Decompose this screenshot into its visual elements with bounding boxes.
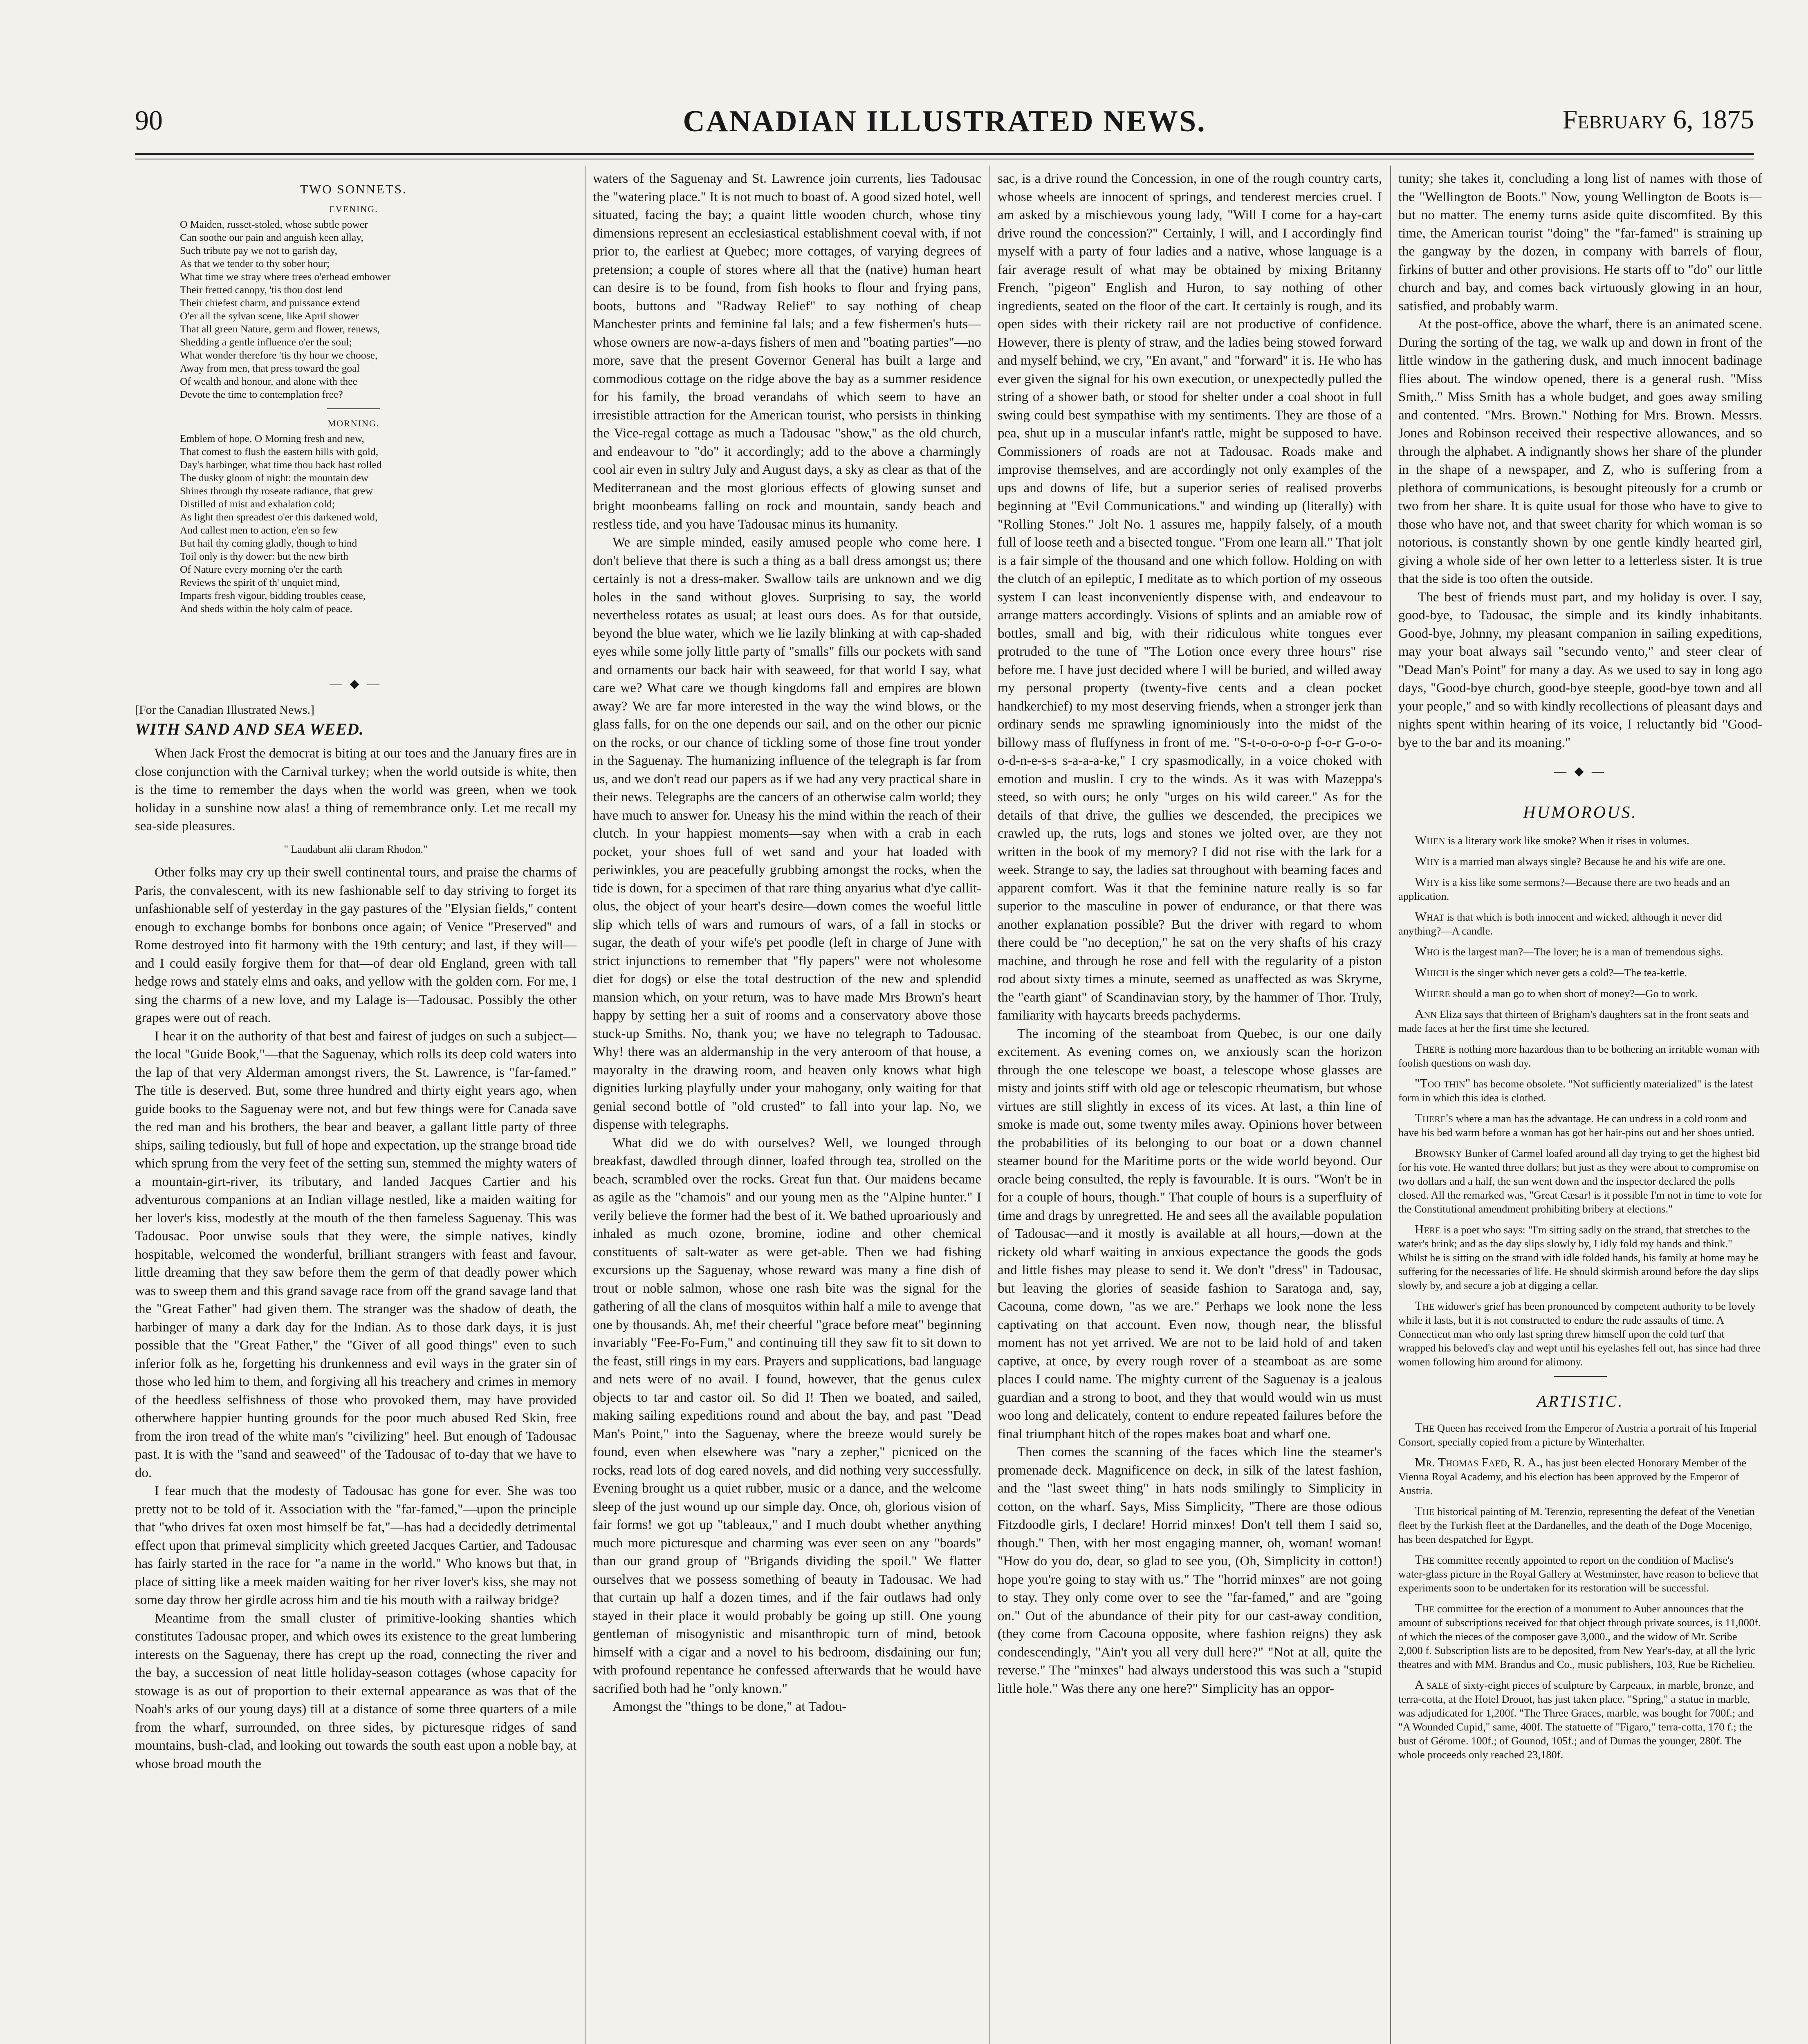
article-title: WITH SAND AND SEA WEED. bbox=[135, 720, 364, 738]
humorous-item-lead: Who bbox=[1415, 944, 1440, 958]
article-paragraph: We are simple minded, easily amused people who come here. I don't believe that there is such a thing as a ball dress amongst us; there certainly is not a dress-maker. Swallow tails are unknown and we dig holes in the sand without gloves. Surprising to say, the world nevertheless rotates as usual; at least ours does. As for that outside, beyond the blue water, which we lie lazily blinking at with cap-shaded eyes while some jolly little party of "smalls" fills our pockets with sand and ornaments our back hair with seaweed, for that world I say, what care we? What care we though kingdoms fall and empires are blown away? We are far more interested in the way the wind blows, or the glass falls, for on the one depends our sail, and on the other our picnic on the rocks, or our chance of tickling some of those fine trout yonder in the Saguenay. The humanizing influence of the telegraph is far from us, and we don't read our papers as if we had any very practical share in their news. Telegraphs are the cancers of an otherwise calm world; they have much to answer for. Uneasy his the mind within the reach of their clutch. In your happiest moments—say when with a crab in each pocket, your shoes full of wet sand and your hat loaded with periwinkles, you are peacefully grubbing amongst the rocks, when the tide is down, for a specimen of that rare thing anyarius what d'ye callit-olus, the object of your heart's desire—down comes the woeful little slip which tells of wars and rumours of wars, of a fall in stocks or sugar, the death of your wife's pet poodle (left in charge of June with strict injunctions to remember that "fly papers" were not wholesome diet for dogs) or else the total destruction of the new and splendid mansion which, on your return, was to have made Mrs Brown's heart happy by setting her a suit of rooms and a conservatory above those stuck-up Smiths. No, thank you; we have no telegraph to Tadousac. Why! there was an aldermanship in the very anteroom of that house, a mayoralty in the drawing room, and heaven only knows what high dignities lurking playfully under your mahogany, only waiting for that genial second bottle of "old crusted" to fall into your lap. No, we dispense with telegraphs. bbox=[593, 535, 981, 1132]
article-paragraph: tunity; she takes it, concluding a long list of names with those of the "Wellington de Boots." Now, young Wellington de Boots is—but no matter. The enemy turns aside quite discomfited. By this time, the American tourist "doing" the "far-famed" is straining up the gangway by the dozen, in company with barrels of flour, firkins of butter and other provisions. He starts off to "do" our little church and bay, and comes back virtuously glowing in an hour, satisfied, and probably warm. bbox=[1398, 171, 1762, 314]
humorous-item-text: is the singer which never gets a cold?—The tea-kettle. bbox=[1449, 966, 1687, 979]
verse-line: But hail thy coming gladly, though to hind bbox=[180, 537, 357, 549]
verse-line: Day's harbinger, what time thou back hast rolled bbox=[180, 459, 382, 471]
verse-line: Devote the time to contemplation free? bbox=[180, 388, 343, 400]
article-paragraph: The incoming of the steamboat from Quebec, is our one daily excitement. As evening comes on, we anxiously scan the horizon through the one telescope we boast, a telescope whose glasses are misty and joints stiff with old age or telescopic rheumatism, but whose virtues are still slightly in excess of its vices. At last, a thin line of smoke is made out, some twenty miles away. Opinions hover between the probabilities of its belonging to our boat or a down channel steamer bound for the Maritime ports or the wide world beyond. Our oracle being consulted, the reply is favourable. It is ours. "Won't be in for a couple of hours, though." That couple of hours is a superfluity of time and drags by unregretted. He and sees all the available population of Tadousac—and it mostly is available at all hours,—down at the rickety old wharf waiting in anxious expectance the goods the gods and little fishes may please to send it. We don't "dress" in Tadousac, but leaving the glories of seaside fashion to Saratoga and, say, Cacouna, come down, "as we are." Perhaps we look none the less captivating on that account. Even now, though near, the blissful moment has not yet arrived. We are not to be laid hold of and taken captive, at once, by every rough rover of a steamboat as are some places I could name. The mighty current of the Saguenay is a jealous guardian and a strong to boot, and they that would would win us must woo long and delicately, content to endure repeated failures before the final triumphant hitch of the ropes makes boat and wharf one. bbox=[998, 1026, 1382, 1441]
artistic-item-text: of sixty-eight pieces of sculpture by Carpeaux, in marble, bronze, and terra-cotta, at the Hotel Drouot, has just taken place. "Spring," a statue in marble, was adjudicated for 1,200f. "The Three Graces, marble, was bought for 700f.; and "A Wounded Cupid," same, 400f. The statuette of "Figaro," terra-cotta, 170 f.; the bust of Gérome. 100f.; of Gounod, 105f.; and of Dumas the younger, 280f. The whole proceeds only reached 23,180f. bbox=[1398, 1679, 1754, 1761]
verse-line: As light then spreadest o'er this darkened wold, bbox=[180, 511, 378, 523]
humorous-item bbox=[1398, 986, 1762, 1000]
humorous-item-text: is a literary work like smoke? When it rises in volumes. bbox=[1445, 834, 1689, 847]
humorous-item-text: Eliza says that thirteen of Brigham's daughters sat in the front seats and made faces at her the first time she lectured. bbox=[1398, 1008, 1749, 1034]
verse-line: Of Nature every morning o'er the earth bbox=[180, 563, 342, 575]
artistic-section bbox=[1398, 1421, 1762, 1762]
column-divider bbox=[989, 166, 990, 2044]
humorous-item-text: is nothing more hazardous than to be bothering an irritable woman with foolish questions on wash day. bbox=[1398, 1043, 1760, 1069]
humorous-item bbox=[1398, 1042, 1762, 1070]
column-3 bbox=[998, 170, 1382, 2044]
article-motto: " Laudabunt alii claram Rhodon." bbox=[284, 843, 428, 855]
morning-sonnet bbox=[180, 432, 527, 615]
humorous-title: HUMOROUS. bbox=[1523, 803, 1638, 822]
humorous-item-lead: Which bbox=[1415, 965, 1449, 979]
verse-line: Such tribute pay we not to garish day, bbox=[180, 244, 338, 256]
artistic-item bbox=[1398, 1601, 1762, 1671]
article-paragraph: What did we do with ourselves? Well, we lounged through breakfast, dawdled through dinner, loafed through tea, strolled on the beach, scrambled over the rocks. Great fun that. Our maidens became as agile as the "chamois" and our young men as the "Alpine hunter." I verily believe the former had the best of it. We bathed uproariously and inhaled as much ozone, bromine, iodine and other chemical constituents of salt-water as were get-able. Then we had fishing excursions up the Saguenay, whose reward was many a fine dish of trout or noble salmon, whose one rash bite was the signal for the gathering of all the clans of mosquitos within half a mile to avenge that one by thousands. Ah, me! their cheerful "grace before meat" beginning invariably "Fee-Fo-Fum," and continuing till they saw fit to sit down to the feast, still rings in my ears. Prayers and supplications, bad language and nets were of no avail. I found, however, that the genus culex objects to tar and castor oil. So did I! Then we boated, and sailed, making sailing expeditions round and about the bay, and past "Dead Man's Point," into the Saguenay, where the breeze would surely be found, even when elsewhere was "nary a zepher," picniced on the rocks, read lots of dog eared novels, and did nothing very successfully. Evening brought us a quiet rubber, music or a dance, and the welcome sleep of the just wound up our simple day. Once, oh, glorious vision of fair forms! we got up "tableaux," and I much doubt whether anything much more picturesque and charming was ever seen on any "boards" than our grand group of "Brigands dividing the spoil." We flatter ourselves that we possess something of beauty in Tadousac. We had that curtain up half a dozen times, and if the fair outlaws had only stayed in their place it would probably be going up still. One young gentleman of misogynistic and misanthropic turn of mind, betook himself with a cigar and a novel to his bedroom, disdaining our fun; with profound repentance he confessed afterwards that he would have sacrified both had he "only known." bbox=[593, 1135, 981, 1696]
verse-line: O Maiden, russet-stoled, whose subtle power bbox=[180, 218, 368, 230]
article-paragraph: Meantime from the small cluster of primitive-looking shanties which constitutes Tadousac proper, and which owes its existence to the great lumbering interests on the Saguenay, there has crept up the road, connecting the river and the bay, a succession of neat little holiday-season cottages (whose capacity for stowage is as out of proportion to their external appearance as was that of the Noah's arks of our young days) till at a distance of some three quarters of a mile from the wharf, surrounded, on three sides, by picturesque ridges of sand mountains, bush-clad, and looking out towards the south east upon a noble bay, at whose broad mouth the bbox=[135, 1611, 576, 1771]
humorous-item bbox=[1398, 1007, 1762, 1035]
verse-line: Toil only is thy dower: but the new birth bbox=[180, 550, 348, 562]
divider bbox=[1554, 1376, 1607, 1377]
verse-line: Away from men, that press toward the goal bbox=[180, 362, 360, 374]
divider bbox=[327, 408, 380, 409]
humorous-item-lead: What bbox=[1415, 909, 1445, 923]
artistic-item bbox=[1398, 1504, 1762, 1546]
humorous-item-lead: Why bbox=[1415, 874, 1440, 889]
column-4 bbox=[1398, 170, 1762, 2044]
humorous-item bbox=[1398, 1076, 1762, 1105]
evening-sonnet bbox=[180, 218, 527, 401]
article-paragraph: waters of the Saguenay and St. Lawrence join currents, lies Tadousac the "watering place." It is not much to boast of. A good sized hotel, well situated, facing the bay; a quaint little wooden church, whose tiny dimensions represent an ecclesiastical establishment coeval with, if not prior to, the earliest at Quebec; more cottages, of varying degrees of pretension; a couple of stores where all that the (native) human heart can desire is to be found, from fish hooks to flour and frying pans, boots, buttons and "Radway Relief" to say nothing of cheap Manchester prints and feminine fal lals; and a few fishermen's huts—whose owners are now-a-days fishers of men and "boating parties"—no more, save that the present Governor General has built a large and commodious cottage on the ridge above the bay as a summer residence for his family, the broad verandahs of which seem to have an irresistible attraction for the American tourist, who persists in thinking the Vice-regal cottage as much a Tadousac "show," as the old church, and endeavour to "do" it accordingly; add to the above a charmingly cool air even in sultry July and August days, a sky as clear as that of the Mediterranean and the most glorious effects of glowing sunset and bright moonbeams falling on rock and mountain, sandy beach and restless tide, and you have Tadousac minus its humanity. bbox=[593, 171, 981, 532]
humorous-item-text: is that which is both innocent and wicked, although it never did anything?—A candle. bbox=[1398, 911, 1722, 937]
artistic-title: ARTISTIC. bbox=[1537, 1392, 1624, 1410]
humorous-item-text: is a married man always single? Because he and his wife are one. bbox=[1440, 855, 1726, 867]
humorous-item bbox=[1398, 854, 1762, 868]
article-source: [For the Canadian Illustrated News.] bbox=[135, 703, 315, 717]
humorous-item-lead: Ann bbox=[1415, 1006, 1437, 1021]
verse-line: As that we tender to thy sober hour; bbox=[180, 258, 330, 269]
humorous-item-lead: Where bbox=[1415, 986, 1450, 1000]
artistic-item-text: historical painting of M. Terenzio, representing the defeat of the Venetian fleet by the Turkish fleet at the Dardanelles, and the death of the Doge Mocenigo, has been despatched for Egypt. bbox=[1398, 1505, 1755, 1545]
artistic-item-lead: Mr. Thomas Faed, R. A., bbox=[1415, 1455, 1543, 1469]
artistic-item-lead: The bbox=[1415, 1504, 1435, 1518]
article-paragraph: Amongst the "things to be done," at Tadou- bbox=[612, 1699, 847, 1714]
verse-line: Emblem of hope, O Morning fresh and new, bbox=[180, 433, 364, 444]
ornament-divider: — ◆ — bbox=[1554, 764, 1607, 778]
humorous-item-text: should a man go to when short of money?—Go to work. bbox=[1450, 987, 1698, 1000]
humorous-item-text: where a man has the advantage. He can undress in a cold room and have his bed warm before a woman has got her hair-pins out and her shoes untied. bbox=[1398, 1112, 1754, 1139]
column-2 bbox=[593, 170, 981, 2044]
artistic-item-text: Queen has received from the Emperor of Austria a portrait of his Imperial Consort, specially copied from a picture by Winterhalter. bbox=[1398, 1422, 1757, 1448]
verse-line: O'er all the sylvan scene, like April shower bbox=[180, 310, 359, 322]
humorous-item bbox=[1398, 1146, 1762, 1216]
artistic-item-lead: The bbox=[1415, 1420, 1435, 1434]
humorous-item-lead: When bbox=[1415, 833, 1445, 847]
ornament-divider: — ◆ — bbox=[329, 677, 382, 690]
humorous-item-text: widower's grief has been pronounced by competent authority to be lovely while it lasts, but it is not constructed to endure the rude assaults of time. A Connecticut man who only last spring threw himself upon the cold turf that wrapped his beloved's clay and wept until his eyelashes fell out, has since had three women following him around for alimony. bbox=[1398, 1300, 1761, 1368]
verse-line: Reviews the spirit of th' unquiet mind, bbox=[180, 576, 340, 588]
column-divider bbox=[1390, 166, 1391, 2044]
article-paragraph: sac, is a drive round the Concession, in one of the rough country carts, whose wheels are innocent of springs, and tenderest mercies cruel. I am asked by a mischievous young lady, "Will I come for a hay-cart drive round the concession?" Certainly, I will, and I accordingly find myself with a party of four ladies and a native, whose language is a fair average result of what may be obtained by mixing Britanny French, "pigeon" English and Huron, to say nothing of other ingredients, seated on the floor of the cart. It certainly is rough, and its open sides with their rickety rail are not productive of confidence. However, there is plenty of straw, and the ladies being stowed forward and myself behind, we cry, "En avant," and "forward" it is. He who has ever given the signal for his own execution, or unexpectedly pulled the string of a shower bath, or stood for shelter under a coal shoot in full swing could best sympathise with my sentiments. They are those of a pea, shut up in a muscular infant's rattle, might be supposed to have. Commissioners of roads are not at Tadousac. Roads make and improvise themselves, and are accordingly not only examples of the ups and downs of life, but a superior series of realised proverbs beginning at "Evil Communications." and winding up (literally) with "Rolling Stones." Jolt No. 1 assures me, happily falsely, of a mouth full of loose teeth and a bisected tongue. "From one learn all." That jolt is a fair simple of the thousand and one which follow. Holding on with the clutch of an epileptic, I meditate as to which portion of my osseous system I can least inconveniently dispense with, and endeavour to arrange matters accordingly. Visions of splints and an amiable row of bottles, small and big, with their ridiculous white tongues ever protruded to the tune of "The Lotion once every three hours" rise before me. I have just decided where I will be buried, and willed away my personal property (twenty-five cents and a clean pocket handkerchief) to my most deserving friends, when a stronger jerk than ordinary sends me sprawling ignominiously into the midst of the billowy mass of fluffyness in front of me. "S-t-o-o-o-o-p f-o-r G-o-o-o-d-n-e-s-s s-a-a-a-ke," I cry spasmodically, in a voice choked with emotion and muslin. I cry to the winds. As it was with Mazeppa's steed, so with ours; he only "urges on his wild career." As for the details of that drive, the gullies we descended, the precipices we crawled up, the ruts, logs and stones we jolted over, are they not written in the book of my memory? I did not rise with the lark for a week. Strange to say, the ladies sat throughout with beaming faces and apparent comfort. Was it that the feminine nature really is so far superior to the masculine in power of endurance, or that there was another explanation possible? But the driver with regard to whom there could be "no deception," he sat on the very shafts of his crazy machine, and through he rose and fell with the regularity of a piston rod about sixty times a minute, seemed as unaffected as was Skryme, the "earth giant" of Scandinavian story, by the hammer of Thor. Truly, familiarity with haycarts breeds pachyderms. bbox=[998, 171, 1382, 1023]
verse-line: Imparts fresh vigour, bidding troubles cease, bbox=[180, 589, 366, 601]
artistic-item bbox=[1398, 1421, 1762, 1449]
verse-line: What time we stray where trees o'erhead embower bbox=[180, 271, 391, 282]
humorous-item-text: has become obsolete. "Not sufficiently materialized" is the latest form in which this idea is clothed. bbox=[1398, 1078, 1753, 1104]
humorous-item-lead: Browsky bbox=[1415, 1145, 1463, 1160]
issue-date: February 6, 1875 bbox=[1562, 105, 1754, 134]
verse-line: Their fretted canopy, 'tis thou dost lend bbox=[180, 284, 343, 296]
humorous-item bbox=[1398, 944, 1762, 959]
verse-line: And sheds within the holy calm of peace. bbox=[180, 603, 353, 614]
article-paragraph: Then comes the scanning of the faces which line the steamer's promenade deck. Magnificence on deck, in silk of the latest fashion, and the "last sweet thing" in hats nods smilingly to Simplicity in cotton, on the wharf. Says, Miss Simplicity, "There are those odious Fitzdoodle girls, I declare! Horrid minxes! Don't tell them I said so, though." Then, with her most engaging manner, oh, woman! woman! "How do you do, dear, so glad to see you, (Oh, Simplicity in cotton!) hope you're going to stay with us." The "horrid minxes" are not going to stay. They only come over to see the "far-famed," and are "going on." Out of the abundance of their pity for our cast-away condition, (they come from Cacouna opposite, where fashion reigns) they ask condescendingly, "Ain't you all very dull here?" "Not at all, quite the reverse." The "minxes" had always understood this was such a "stupid little hole." Was there any one here?" Simplicity has an oppor- bbox=[998, 1445, 1382, 1696]
column-1 bbox=[135, 170, 576, 2044]
artistic-item-text: has just been elected Honorary Member of the Vienna Royal Academy, and his election has been approved by the Emperor of Austria. bbox=[1398, 1457, 1747, 1497]
verse-line: Shines through thy roseate radiance, that grew bbox=[180, 485, 373, 497]
humorous-item-lead: There bbox=[1415, 1041, 1446, 1056]
humorous-item bbox=[1398, 965, 1762, 979]
verse-line: Distilled of mist and exhalation cold; bbox=[180, 498, 335, 510]
page-number: 90 bbox=[135, 105, 163, 136]
humorous-item-lead: There's bbox=[1415, 1111, 1454, 1125]
verse-line: The dusky gloom of night: the mountain dew bbox=[180, 472, 369, 484]
verse-line: That all green Nature, germ and flower, renews, bbox=[180, 323, 380, 335]
article-paragraph: The best of friends must part, and my holiday is over. I say, good-bye, to Tadousac, the simple and its kindly inhabitants. Good-bye, Johnny, my pleasant companion in sailing expeditions, may your boat always sail "secundo vento," and steer clear of "Dead Man's Point" for many a day. As we used to say in long ago days, "Good-bye church, good-bye steeple, good-bye town and all your people," and so with kindly recollections of pleasant days and nights spent within hearing of its voice, I reluctantly bid "Good-bye to the bar and its moaning." bbox=[1398, 589, 1762, 750]
verse-line: And callest men to action, e'en so few bbox=[180, 524, 338, 536]
article-paragraph: I fear much that the modesty of Tadousac has gone for ever. She was too pretty not to be told of it. Association with the "far-famed,"—upon the principle that "who drives fat oxen most himself be fat,"—has had a decidedly detrimental effect upon that primeval simplicity which greeted Jacques Cartier, and Tadousac has fairly started in the race for "a name in the world." Who knows but that, in place of sitting like a meek maiden waiting for her river lover's kiss, she may not some day throw her girdle across him and tie his mouth with a railway bridge? bbox=[135, 1484, 576, 1607]
artistic-item-lead: The bbox=[1415, 1552, 1435, 1567]
humorous-item-text: is a poet who says: "I'm sitting sadly on the strand, that stretches to the water's brink; and as the day slips slowly by, I idly fold my hands and think." Whilst he is sitting on the strand with idle folded hands, his family at home may be suffering for the necessaries of life. He should skirmish around before the day slips slowly by, and secure a job at digging a cellar. bbox=[1398, 1224, 1759, 1291]
humorous-section bbox=[1398, 833, 1762, 1369]
verse-line: Can soothe our pain and anguish keen allay, bbox=[180, 231, 363, 243]
header-rule-top bbox=[135, 153, 1754, 155]
artistic-item bbox=[1398, 1455, 1762, 1497]
article-body-col2 bbox=[593, 170, 981, 1716]
article-body-col3 bbox=[998, 170, 1382, 1698]
humorous-item-text: Bunker of Carmel loafed around all day trying to get the highest bid for his vote. He wanted three dollars; but just as they were about to compromise on two dollars and a half, the sun went down and the inspector declared the polls closed. All the remarked was, "Great Cæsar! is it possible I'm not in time to vote for the Constitutional amendment prohibiting bribery at elections." bbox=[1398, 1147, 1762, 1215]
humorous-item-lead: "Too thin" bbox=[1415, 1076, 1471, 1090]
article-paragraph: At the post-office, above the wharf, there is an animated scene. During the sorting of the tag, we walk up and down in front of the little window in the gathering dusk, and much innocent badinage flies about. The window opened, there is a general rush. "Miss Smith,." Miss Smith has a whole budget, and goes away smiling and contented. "Mrs. Brown." Nothing for Mrs. Brown. Messrs. Jones and Robinson received their respective allowances, and so through the alphabet. A indignantly shows her share of the plunder in the shape of a newspaper, and Z, who is suffering from a plethora of communications, is besought piteously for a crumb or two from her share. It is quite usual for those who have to give to those who have not, and that sweet charity for which woman is so notorious, is constantly shown by one gentle kindly hearted girl, giving a whole side of her own letter to a letterless sister. It is true that the side is too often the outside. bbox=[1398, 317, 1762, 586]
article-body-col1 bbox=[135, 744, 576, 1773]
humorous-item bbox=[1398, 910, 1762, 938]
sonnets-block bbox=[135, 182, 576, 615]
evening-title: EVENING. bbox=[329, 204, 378, 214]
humorous-item bbox=[1398, 1222, 1762, 1292]
article-paragraph: Other folks may cry up their swell continental tours, and praise the charms of Paris, the convalescent, with its new fashionable self to day striving to forget its unfashionable self of yesterday in the gay pastures of the "Elysian fields," content enough to exchange bombs for bonbons once again; of Venice "Preserved" and Rome destroyed into fit harmony with the 19th century; and last, if they will—and I could easily forgive them for that—of dear old England, green with tall hedge rows and stately elms and oaks, and yellow with the golden corn. For me, I sing the charms of a new love, and my Lalage is—Tadousac. Possibly the other grapes were out of reach. bbox=[135, 865, 576, 1025]
artistic-item-lead: The bbox=[1415, 1601, 1435, 1615]
article-paragraph: When Jack Frost the democrat is biting at our toes and the January fires are in close conjunction with the Carnival turkey; when the world outside is white, then is the time to remember the days when the world was green, when we took holiday in a sunshine now alas! a thing of remembrance only. Let me recall my sea-side pleasures. bbox=[135, 746, 576, 834]
humorous-item-text: is a kiss like some sermons?—Because there are two heads and an application. bbox=[1398, 876, 1730, 902]
humorous-item bbox=[1398, 875, 1762, 903]
article-body-col4 bbox=[1398, 170, 1762, 752]
humorous-item bbox=[1398, 1111, 1762, 1139]
verse-line: What wonder therefore 'tis thy hour we choose, bbox=[180, 349, 378, 361]
artistic-item-text: committee for the erection of a monument to Auber announces that the amount of subscriptions received for that object through private sources, is 11,000f. of which the nieces of the composer gave 3,000., and the widow of Mr. Scribe 2,000 f. Subscription lists are to be deposited, from New Year's-day, at all the lyric theatres and with MM. Brandus and Co., music publishers, 103, Rue be Richelieu. bbox=[1398, 1602, 1761, 1670]
verse-line: Of wealth and honour, and alone with thee bbox=[180, 375, 357, 387]
humorous-item-lead: The bbox=[1415, 1298, 1435, 1313]
humorous-item-lead: Here bbox=[1415, 1222, 1441, 1236]
artistic-item bbox=[1398, 1678, 1762, 1762]
artistic-item-lead: A sale bbox=[1415, 1677, 1449, 1692]
artistic-item-text: committee recently appointed to report on the condition of Maclise's water-glass picture in the Royal Gallery at Westminster, have reason to believe that experiments soon to be undertaken for its restoration will be successful. bbox=[1398, 1554, 1759, 1594]
artistic-item bbox=[1398, 1553, 1762, 1595]
humorous-item-lead: Why bbox=[1415, 854, 1440, 868]
humorous-item-text: is the largest man?—The lover; he is a man of tremendous sighs. bbox=[1440, 946, 1723, 958]
masthead-title: CANADIAN ILLUSTRATED NEWS. bbox=[683, 105, 1206, 138]
verse-line: Their chiefest charm, and puissance extend bbox=[180, 297, 360, 309]
morning-title: MORNING. bbox=[328, 418, 380, 428]
verse-line: Shedding a gentle influence o'er the soul; bbox=[180, 336, 352, 348]
page-header bbox=[135, 104, 1754, 149]
humorous-item bbox=[1398, 1299, 1762, 1369]
humorous-item bbox=[1398, 833, 1762, 847]
verse-line: That comest to flush the eastern hills with gold, bbox=[180, 446, 379, 457]
sonnets-title: TWO SONNETS. bbox=[300, 182, 407, 196]
article-paragraph: I hear it on the authority of that best and fairest of judges on such a subject—the local "Guide Book,"—that the Saguenay, which rolls its deep cold waters into the lap of that very Alderman amongst rivers, the St. Lawrence, is "far-famed." The title is deserved. But, some three hundred and thirty eight years ago, when guide books to the Saguenay were not, and but few things were for Canada save the red man and his brothers, the bear and beaver, a gallant little party of three ships, sailing tediously, but full of hope and expectation, up the strange broad tide which sprung from the very feet of the setting sun, stemmed the mighty waters of a mountain-girt-river, its tributary, and landed Jacques Cartier and his adventurous companions at an Indian village nestled, like a maiden waiting for her lover's kiss, modestly at the mouth of the then fameless Saguenay. This was Tadousac. Poor unwise souls that they were, the simple natives, kindly hospitable, welcomed the wonderful, brilliant strangers with feast and favour, little dreaming that they saw before them the germ of that deadly power which was to sweep them and this grand savage race from off the grand savage land that the "Great Father" had given them. The stranger was the shadow of death, the harbinger of many a dark day for the Indian. As to those dark days, it is just possible that the "Great Father," the "Giver of all good things" even to such inferior folk as he, forgetting his drunkenness and evil ways in the grater sin of those who led him to them, and forgiving all his treachery and crimes in memory of the heedless selfishness of those who provoked them, may have provided otherwhere happier hunting grounds for the poor much abused Red Skin, free from the iron tread of the white man's "civilizing" heel. But enough of Tadousac past. It is with the "sand and seaweed" of the Tadousac of to-day that we have to do. bbox=[135, 1029, 576, 1480]
